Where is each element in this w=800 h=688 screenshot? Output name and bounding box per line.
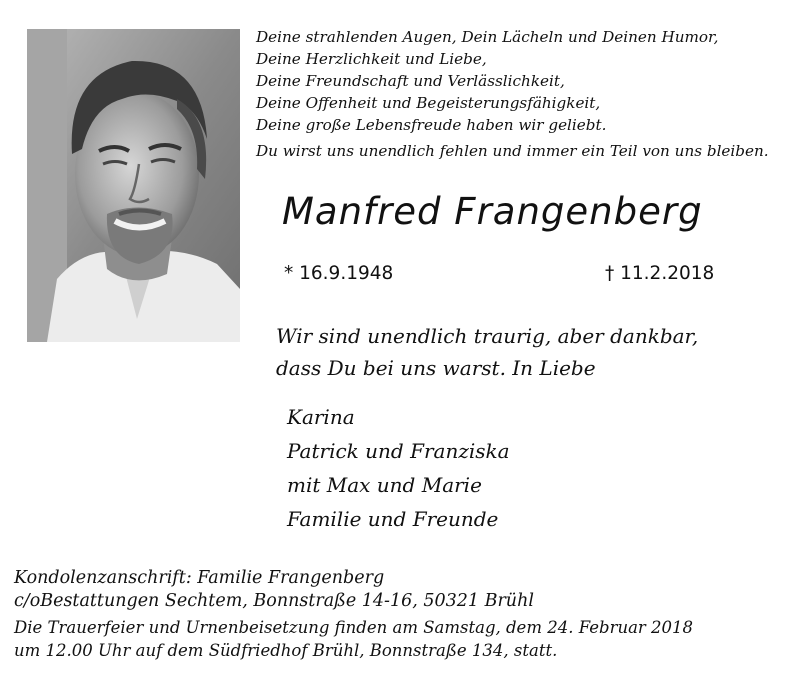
ceremony-info: Die Trauerfeier und Urnenbeisetzung finden am Samstag, dem 24. Februar 2018 [14, 618, 694, 637]
poem-line: Deine Herzlichkeit und Liebe, [256, 50, 487, 68]
memorial-poem [256, 26, 786, 162]
message-line: dass Du bei uns warst. In Liebe [276, 356, 596, 380]
portrait-photo [27, 29, 240, 342]
poem-closing: Du wirst uns unendlich fehlen und immer ein Teil von uns bleiben. [256, 142, 769, 160]
portrait-illustration [27, 29, 240, 342]
family-member: Familie und Freunde [287, 507, 499, 531]
poem-line: Deine große Lebensfreude haben wir geliebt. [256, 116, 607, 134]
birth-date: * 16.9.1948 [284, 263, 394, 284]
mourning-message [276, 320, 698, 384]
family-member: mit Max und Marie [287, 473, 482, 497]
footer-info [14, 567, 794, 662]
family-list [287, 400, 510, 536]
poem-line: Deine Offenheit und Begeisterungsfähigkeit, [256, 94, 601, 112]
poem-line: Deine strahlenden Augen, Dein Lächeln und Deinen Humor, [256, 28, 719, 46]
family-member: Patrick und Franziska [287, 439, 510, 463]
message-line: Wir sind unendlich traurig, aber dankbar, [276, 324, 699, 348]
condolence-address-line2: c/oBestattungen Sechtem, Bonnstraße 14-16, 50321 Brühl [14, 591, 534, 611]
death-date: † 11.2.2018 [605, 263, 715, 284]
family-member: Karina [287, 405, 355, 429]
poem-line: Deine Freundschaft und Verlässlichkeit, [256, 72, 565, 90]
ceremony-info-line2: um 12.00 Uhr auf dem Südfriedhof Brühl, Bonnstraße 134, statt. [14, 641, 558, 660]
deceased-name: Manfred Frangenberg [282, 190, 703, 233]
condolence-address: Kondolenzanschrift: Familie Frangenberg [14, 568, 385, 588]
